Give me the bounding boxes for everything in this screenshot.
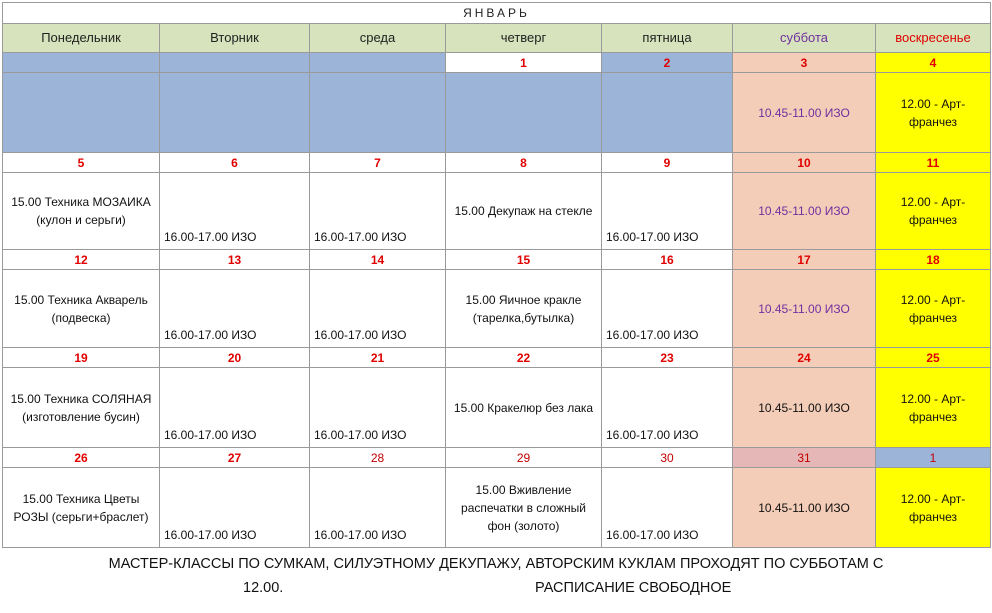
monday-class: 15.00 Техника Акварель (подвеска) <box>2 270 160 348</box>
izo-time: 16.00-17.00 ИЗО <box>314 528 407 542</box>
date-cell: 25 <box>876 348 991 368</box>
saturday-class: 10.45-11.00 ИЗО <box>733 468 876 548</box>
footer-note-schedule: РАСПИСАНИЕ СВОБОДНОЕ <box>535 580 732 596</box>
izo-time: 16.00-17.00 ИЗО <box>606 328 699 342</box>
date-cell <box>2 53 160 73</box>
date-cell: 16 <box>602 250 733 270</box>
date-cell <box>160 53 310 73</box>
wednesday-slot <box>310 270 446 348</box>
sunday-class: 12.00 - Арт-франчез <box>876 270 991 348</box>
date-cell: 3 <box>733 53 876 73</box>
thursday-class: 15.00 Вживление распечатки в сложный фон (золото) <box>446 468 602 548</box>
header-thursday: четверг <box>446 24 602 53</box>
izo-time: 16.00-17.00 ИЗО <box>606 528 699 542</box>
date-cell: 15 <box>446 250 602 270</box>
header-friday: пятница <box>602 24 733 53</box>
date-cell: 22 <box>446 348 602 368</box>
date-cell: 31 <box>733 448 876 468</box>
date-cell: 13 <box>160 250 310 270</box>
date-cell: 5 <box>2 153 160 173</box>
header-saturday: суббота <box>733 24 876 53</box>
date-cell: 26 <box>2 448 160 468</box>
wednesday-slot <box>310 368 446 448</box>
date-cell: 10 <box>733 153 876 173</box>
izo-time: 16.00-17.00 ИЗО <box>606 230 699 244</box>
thursday-class: 15.00 Яичное кракле (тарелка,бутылка) <box>446 270 602 348</box>
date-cell <box>310 53 446 73</box>
sunday-class: 12.00 - Арт-франчез <box>876 173 991 250</box>
tuesday-slot <box>160 368 310 448</box>
izo-time: 16.00-17.00 ИЗО <box>606 428 699 442</box>
footer-note-line1: МАСТЕР-КЛАССЫ ПО СУМКАМ, СИЛУЭТНОМУ ДЕКУПАЖУ, АВТОРСКИМ КУКЛАМ ПРОХОДЯТ ПО СУББОТАМ С <box>108 556 884 572</box>
empty-cell <box>602 73 733 153</box>
empty-cell <box>160 73 310 153</box>
thursday-class: 15.00 Декупаж на стекле <box>446 173 602 250</box>
monday-class: 15.00 Техника СОЛЯНАЯ (изготовление бусин) <box>2 368 160 448</box>
saturday-class: 10.45-11.00 ИЗО <box>733 270 876 348</box>
header-tuesday: Вторник <box>160 24 310 53</box>
monday-class: 15.00 Техника МОЗАИКА (кулон и серьги) <box>2 173 160 250</box>
date-cell: 9 <box>602 153 733 173</box>
date-cell: 6 <box>160 153 310 173</box>
saturday-class: 10.45-11.00 ИЗО <box>733 73 876 153</box>
sunday-class: 12.00 - Арт-франчез <box>876 468 991 548</box>
izo-time: 16.00-17.00 ИЗО <box>164 328 257 342</box>
header-monday: Понедельник <box>2 24 160 53</box>
thursday-class: 15.00 Кракелюр без лака <box>446 368 602 448</box>
date-cell: 14 <box>310 250 446 270</box>
date-cell: 27 <box>160 448 310 468</box>
date-cell: 8 <box>446 153 602 173</box>
tuesday-slot <box>160 270 310 348</box>
date-cell: 23 <box>602 348 733 368</box>
header-wednesday: среда <box>310 24 446 53</box>
saturday-class: 10.45-11.00 ИЗО <box>733 173 876 250</box>
date-cell: 7 <box>310 153 446 173</box>
date-cell: 1 <box>446 53 602 73</box>
izo-time: 16.00-17.00 ИЗО <box>164 428 257 442</box>
izo-time: 16.00-17.00 ИЗО <box>314 328 407 342</box>
friday-slot <box>602 173 733 250</box>
izo-time: 16.00-17.00 ИЗО <box>314 428 407 442</box>
sunday-class: 12.00 - Арт-франчез <box>876 73 991 153</box>
date-cell: 19 <box>2 348 160 368</box>
date-cell: 28 <box>310 448 446 468</box>
date-cell: 4 <box>876 53 991 73</box>
month-title: ЯНВАРЬ <box>2 2 991 24</box>
friday-slot <box>602 270 733 348</box>
footer-note-time: 12.00. <box>243 580 284 596</box>
saturday-class: 10.45-11.00 ИЗО <box>733 368 876 448</box>
tuesday-slot <box>160 173 310 250</box>
sunday-class: 12.00 - Арт-франчез <box>876 368 991 448</box>
date-cell: 20 <box>160 348 310 368</box>
wednesday-slot <box>310 468 446 548</box>
header-sunday: воскресенье <box>876 24 991 53</box>
date-cell: 30 <box>602 448 733 468</box>
tuesday-slot <box>160 468 310 548</box>
empty-cell <box>310 73 446 153</box>
izo-time: 16.00-17.00 ИЗО <box>164 230 257 244</box>
date-cell: 24 <box>733 348 876 368</box>
date-cell: 1 <box>876 448 991 468</box>
wednesday-slot <box>310 173 446 250</box>
empty-cell <box>2 73 160 153</box>
date-cell: 17 <box>733 250 876 270</box>
izo-time: 16.00-17.00 ИЗО <box>314 230 407 244</box>
friday-slot <box>602 468 733 548</box>
date-cell: 29 <box>446 448 602 468</box>
empty-cell <box>446 73 602 153</box>
date-cell: 18 <box>876 250 991 270</box>
date-cell: 11 <box>876 153 991 173</box>
friday-slot <box>602 368 733 448</box>
monday-class: 15.00 Техника Цветы РОЗЫ (серьги+браслет) <box>2 468 160 548</box>
izo-time: 16.00-17.00 ИЗО <box>164 528 257 542</box>
date-cell: 2 <box>602 53 733 73</box>
date-cell: 12 <box>2 250 160 270</box>
date-cell: 21 <box>310 348 446 368</box>
